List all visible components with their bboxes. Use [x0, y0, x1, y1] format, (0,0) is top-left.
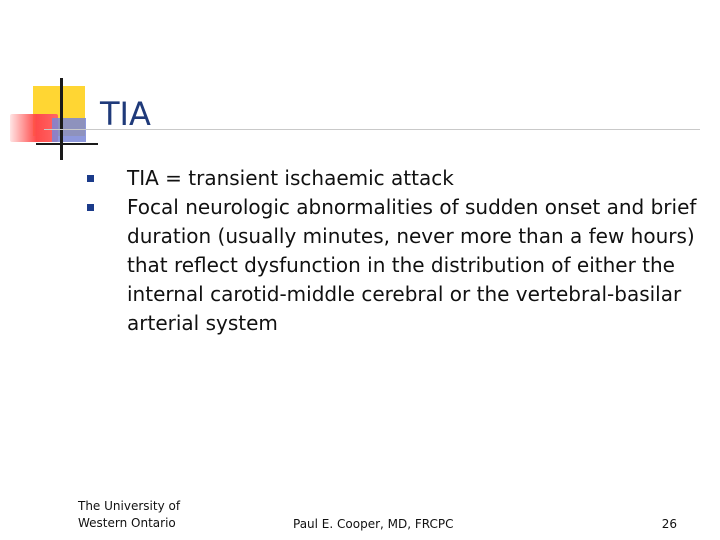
deco-blue-square [52, 118, 86, 142]
bullet-text: TIA = transient ischaemic attack [127, 166, 454, 190]
footer-institution [78, 498, 180, 532]
deco-red-bar [10, 114, 58, 142]
deco-horizontal-line [36, 143, 98, 145]
deco-vertical-line [60, 78, 63, 160]
bullet-text: Focal neurologic abnormalities of sudden onset and brief duration (usually minutes, never more than a few hours) that reflect dysfunction in the distribution of either the internal carotid-middle cerebral or the vertebral-basilar arterial system [127, 195, 697, 335]
page-number: 26 [661, 517, 677, 531]
bullet-list [87, 164, 697, 338]
institution-line-2: Western Ontario [78, 516, 176, 530]
bullet-square-icon [87, 175, 94, 182]
institution-line-1: The University of [78, 499, 181, 513]
decorative-logo-block [0, 0, 100, 170]
bullet-square-icon [87, 204, 94, 211]
bullet-item [87, 193, 697, 338]
slide-title: TIA [100, 95, 151, 133]
bullet-item [87, 164, 697, 193]
footer-author: Paul E. Cooper, MD, FRCPC [293, 517, 454, 531]
